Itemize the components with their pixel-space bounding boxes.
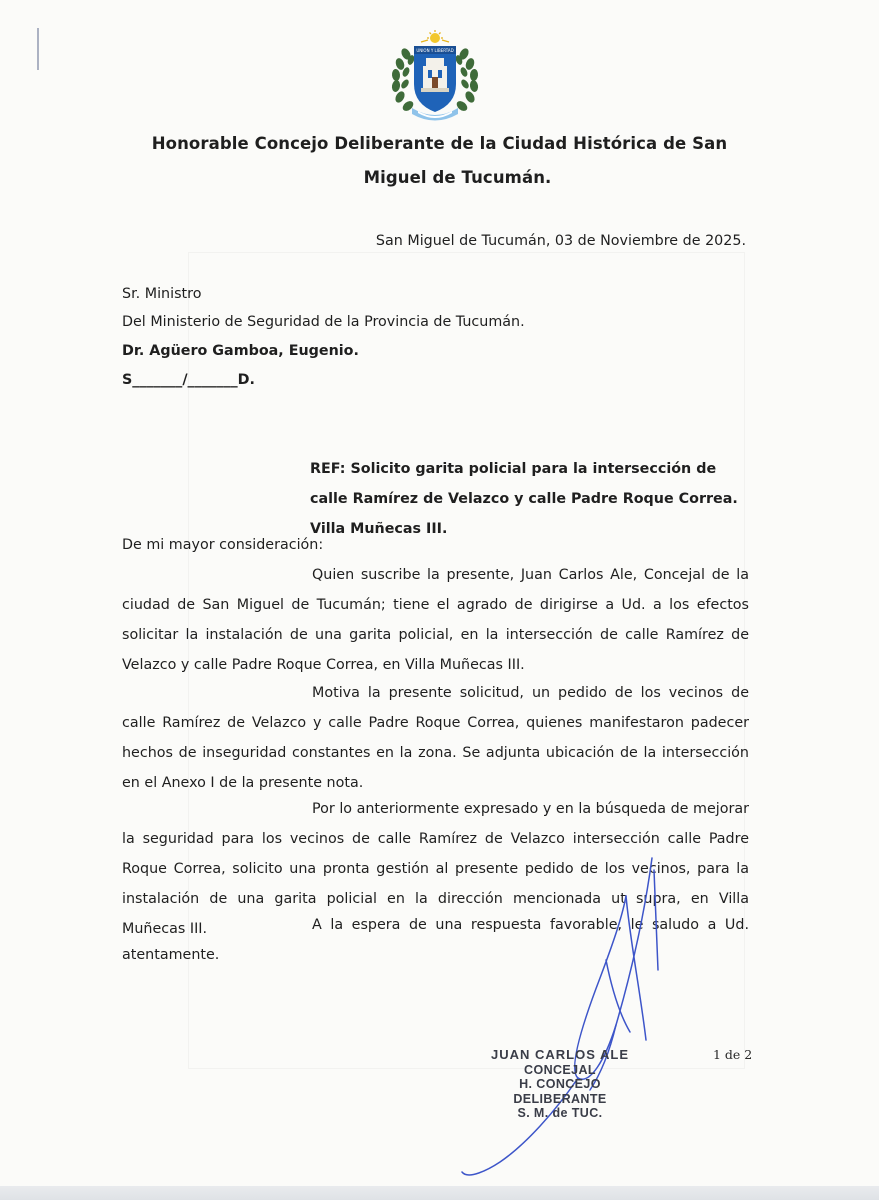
page-bottom-edge bbox=[0, 1186, 879, 1200]
sun-icon bbox=[421, 30, 449, 43]
stamp-name: JUAN CARLOS ALE bbox=[490, 1047, 630, 1062]
svg-text:UNION Y LIBERTAD: UNION Y LIBERTAD bbox=[416, 48, 454, 53]
date-line: San Miguel de Tucumán, 03 de Noviembre de 2025. bbox=[375, 233, 746, 249]
page-number: 1 de 2 bbox=[713, 1047, 753, 1062]
stamp-city: S. M. de TUC. bbox=[517, 1106, 603, 1120]
handwritten-signature bbox=[440, 850, 680, 1180]
margin-mark bbox=[37, 28, 39, 70]
coat-of-arms-icon bbox=[384, 30, 486, 122]
stamp-org: H. CONCEJO DELIBERANTE bbox=[513, 1077, 607, 1106]
institution-title-line-1: Honorable Concejo Deliberante de la Ciudad Histórica de San bbox=[151, 134, 728, 153]
paragraph-4-text: A la espera de una respuesta favorable, le saludo a Ud. atentamente. bbox=[122, 917, 749, 963]
salutation-sd: S_______/_______D. bbox=[122, 372, 255, 388]
laurel-right-icon bbox=[454, 47, 479, 113]
paragraph-1 bbox=[122, 560, 749, 680]
official-stamp bbox=[475, 1048, 645, 1121]
recipient-title: Sr. Ministro bbox=[122, 286, 202, 302]
shield-icon bbox=[414, 46, 456, 112]
paragraph-2-text: Motiva la presente solicitud, un pedido de los vecinos de calle Ramírez de Velazco y calle Padre Roque Correa, quienes manifestaron padecer hechos de inseguridad constantes en la zona. Se adjunta ubicación de la intersección en el Anexo I de la presente nota. bbox=[122, 685, 749, 791]
paragraph-3-text: Por lo anteriormente expresado y en la búsqueda de mejorar la seguridad para los vecinos de calle Ramírez de Velazco intersección calle Padre Roque Correa, solicito una pronta gestión al presente pedido de los vecinos, para la instalación de una garita policial en la dirección mencionada ut supra, en Villa Muñecas III. bbox=[122, 801, 749, 937]
paragraph-2 bbox=[122, 678, 749, 798]
recipient-ministry: Del Ministerio de Seguridad de la Provincia de Tucumán. bbox=[122, 314, 525, 330]
laurel-left-icon bbox=[391, 47, 416, 113]
reference-subject: REF: Solicito garita policial para la intersección de calle Ramírez de Velazco y calle Padre Roque Correa. Villa Muñecas III. bbox=[310, 461, 738, 537]
recipient-name: Dr. Agüero Gamboa, Eugenio. bbox=[122, 343, 359, 359]
paragraph-1-text: Quien suscribe la presente, Juan Carlos Ale, Concejal de la ciudad de San Miguel de Tucumán; tiene el agrado de dirigirse a Ud. a los efectos solicitar la instalación de una garita policial, en la intersección de calle Ramírez de Velazco y calle Padre Roque Correa, en Villa Muñecas III. bbox=[122, 567, 749, 673]
stamp-role: CONCEJAL bbox=[524, 1062, 596, 1077]
greeting: De mi mayor consideración: bbox=[122, 537, 324, 553]
institution-title-line-2: Miguel de Tucumán. bbox=[363, 168, 552, 187]
